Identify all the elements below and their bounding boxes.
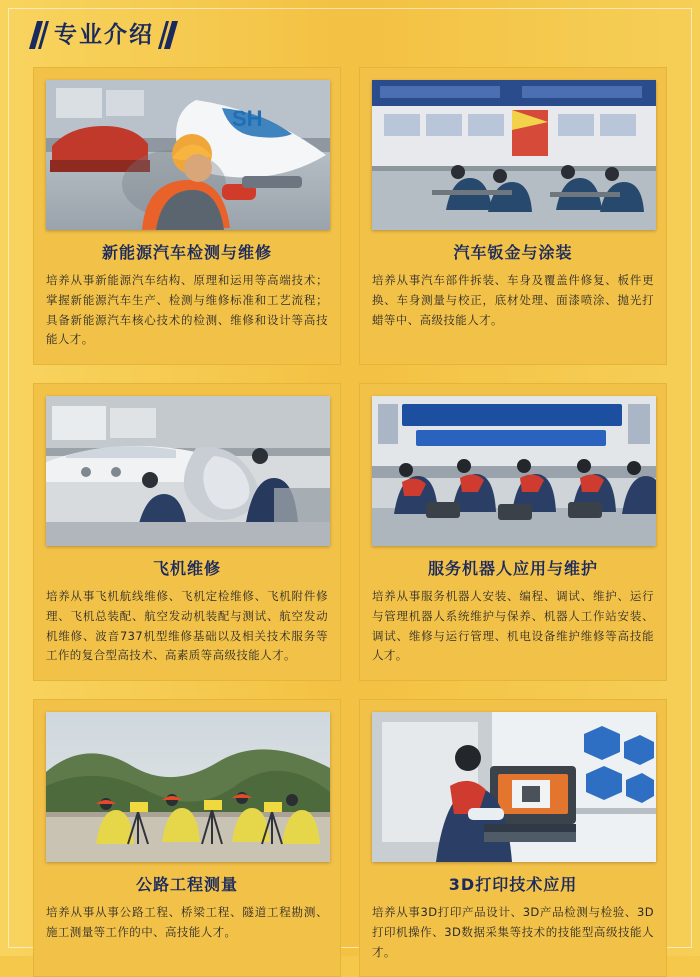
card-title: 新能源汽车检测与维修: [101, 243, 272, 262]
photo-service-robot-training: [372, 396, 656, 546]
card-title: 服务机器人应用与维护: [427, 559, 598, 579]
photo-aircraft-maintenance: [46, 396, 330, 546]
program-card: [33, 383, 341, 681]
card-title: 飞机维修: [152, 559, 221, 579]
photo-highway-survey: [46, 712, 330, 862]
program-card: [359, 67, 667, 365]
page-title: 专业介绍: [54, 22, 154, 48]
card-description: 培养从事服务机器人安装、编程、调试、维护、运行与管理机器人系统维护与保养、机器人工作站安装、调试、维修与运行管理、机电设备维护维修等高技能人才。: [372, 589, 654, 663]
card-description: 培养从事3D打印产品设计、3D产品检测与检验、3D打印机操作、3D数据采集等技术的技能型高级技能人才。: [372, 905, 654, 959]
card-description: 培养从事从事公路工程、桥梁工程、隧道工程勘测、施工测量等工作的中、高技能人才。: [46, 905, 328, 939]
card-description: 培养从事飞机航线维修、飞机定检维修、飞机附件修理、飞机总装配、航空发动机装配与测试、航空发动机维修、波音737机型维修基础以及相关技术服务等工作的复合型高技术、高素质等高级技能人才。: [46, 589, 328, 663]
header-accent-bars-right: [162, 20, 177, 50]
photo-new-energy-vehicle-inspection: [46, 80, 330, 230]
photo-auto-body-painting: [372, 80, 656, 230]
program-card: [33, 67, 341, 365]
card-title: 公路工程测量: [135, 875, 238, 895]
card-title: 3D打印技术应用: [448, 875, 578, 895]
header-accent-bars-left: [33, 20, 48, 50]
program-card: [359, 699, 667, 977]
program-card-grid: [33, 67, 667, 977]
program-card: [33, 699, 341, 977]
program-card: [359, 383, 667, 681]
svg-text:SH: SH: [232, 106, 263, 131]
card-description: 培养从事汽车部件拆装、车身及覆盖件修复、板件更换、车身测量与校正，底材处理、面漆喷涂、抛光打蜡等中、高级技能人才。: [372, 273, 654, 327]
card-description: 培养从事新能源汽车结构、原理和运用等高端技术；掌握新能源汽车生产、检测与维修标准和工艺流程；具备新能源汽车核心技术的检测、维修和设计等高技能人才。: [46, 273, 328, 347]
card-title: 汽车钣金与涂装: [453, 243, 573, 262]
photo-3d-printing: [372, 712, 656, 862]
section-header: [33, 18, 177, 52]
